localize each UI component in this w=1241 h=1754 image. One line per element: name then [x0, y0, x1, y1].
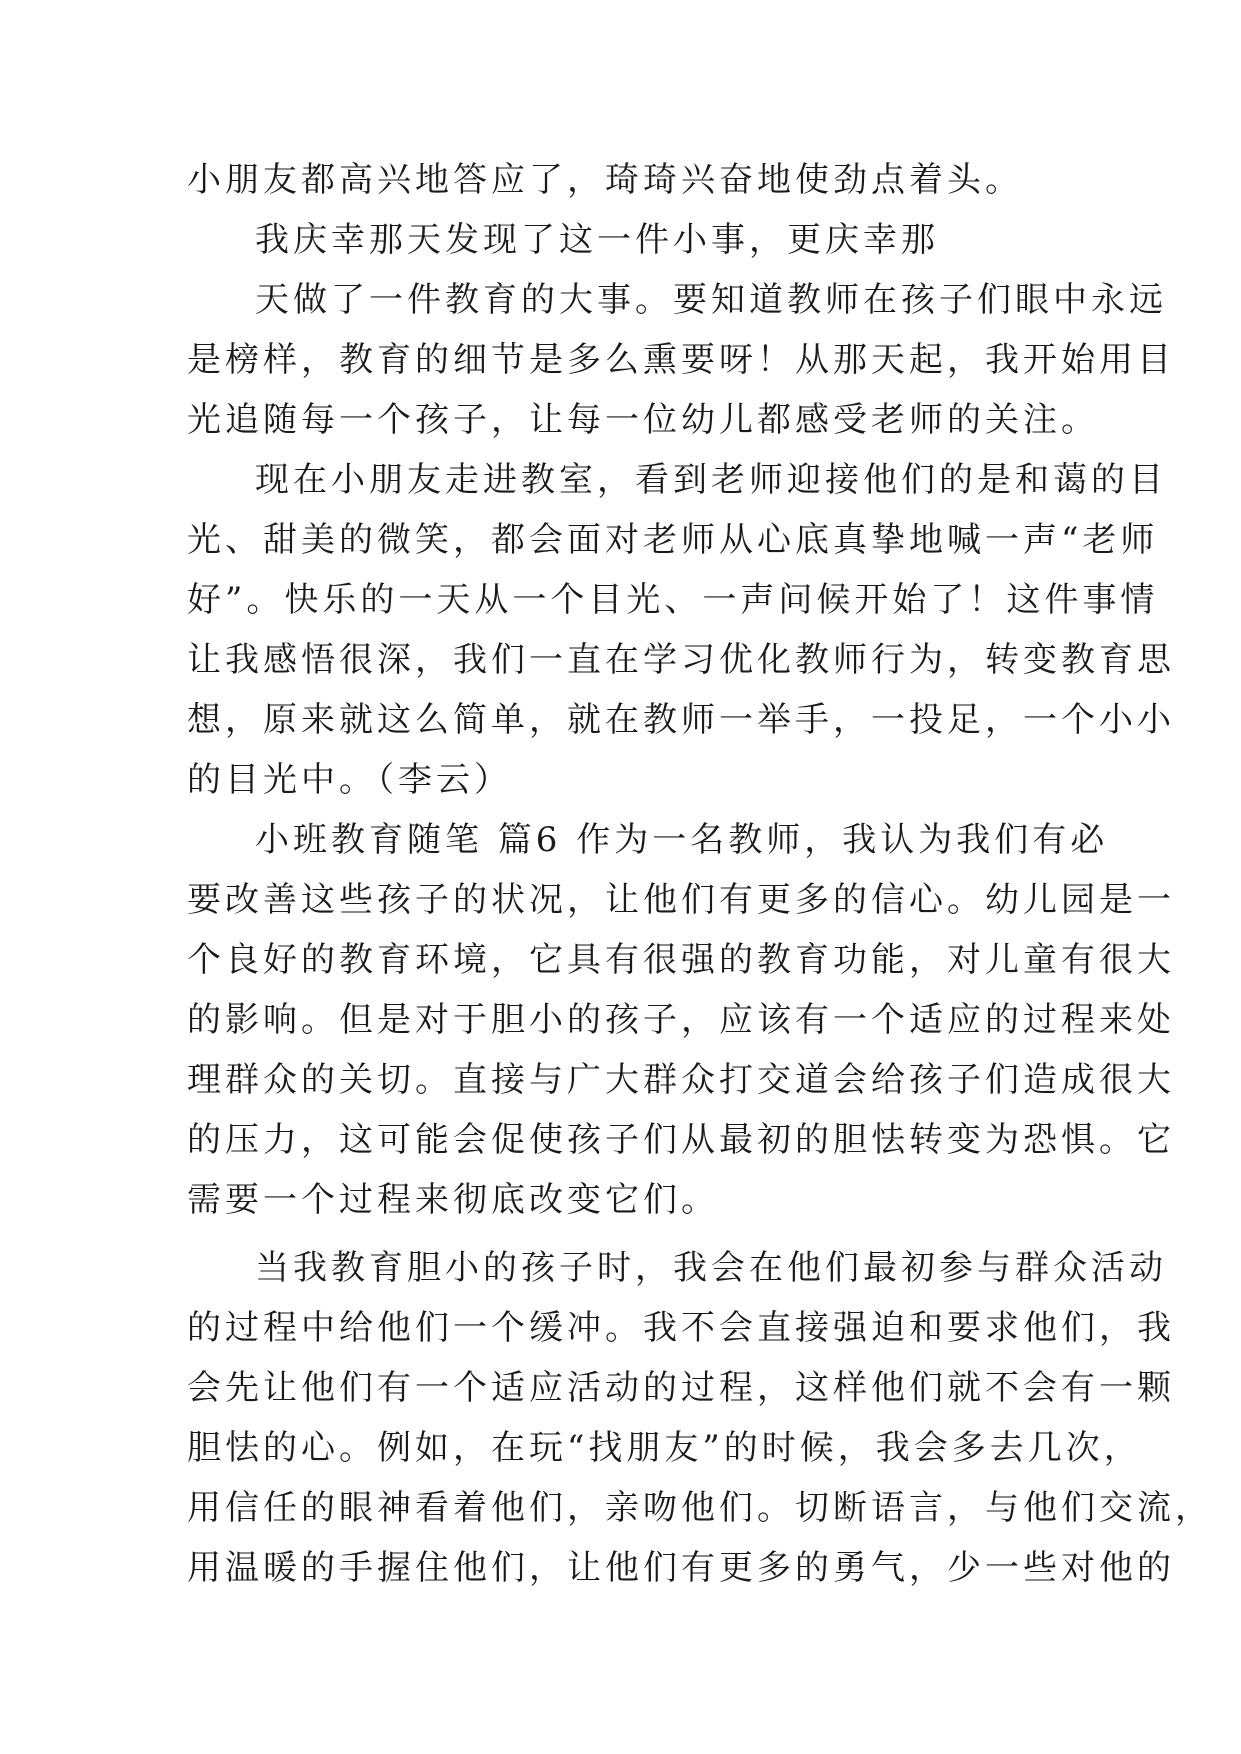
text-line: 光追随每一个孩子，让每一位幼儿都感受老师的关注。 — [187, 400, 1099, 440]
text-line: 我庆幸那天发现了这一件小事，更庆幸那 — [255, 220, 939, 260]
text-line: 当我教育胆小的孩子时，我会在他们最初参与群众活动 — [255, 1248, 1167, 1288]
text-line: 的过程中给他们一个缓冲。我不会直接强迫和要求他们，我 — [187, 1308, 1175, 1348]
text-line: 会先让他们有一个适应活动的过程，这样他们就不会有一颗 — [187, 1368, 1175, 1408]
text-line: 天做了一件教育的大事。要知道教师在孩子们眼中永远 — [255, 280, 1167, 320]
text-line: 的压力，这可能会促使孩子们从最初的胆怯转变为恐惧。它 — [187, 1120, 1175, 1160]
text-line: 好”。快乐的一天从一个目光、一声问候开始了！这件事情 — [187, 580, 1159, 620]
text-line: 的目光中。（李云） — [187, 760, 512, 800]
section-heading-line: 小班教育随笔 篇6 作为一名教师，我认为我们有必 — [255, 820, 1109, 860]
text-line: 用温暖的手握住他们，让他们有更多的勇气，少一些对他的 — [187, 1548, 1175, 1588]
text-line: 现在小朋友走进教室，看到老师迎接他们的是和蔼的目 — [255, 460, 1167, 500]
text-line: 要改善这些孩子的状况，让他们有更多的信心。幼儿园是一 — [187, 880, 1175, 920]
text-line: 让我感悟很深，我们一直在学习优化教师行为，转变教育思 — [187, 640, 1175, 680]
text-line: 小朋友都高兴地答应了，琦琦兴奋地使劲点着头。 — [187, 160, 1023, 200]
text-line: 光、甜美的微笑，都会面对老师从心底真挚地喊一声“老师 — [187, 520, 1159, 560]
body-text — [187, 150, 1213, 1598]
text-line: 需要一个过程来彻底改变它们。 — [187, 1180, 719, 1220]
text-line: 想，原来就这么简单，就在教师一举手，一投足，一个小小 — [187, 700, 1175, 740]
text-line: 个良好的教育环境，它具有很强的教育功能，对儿童有很大 — [187, 940, 1175, 980]
text-line: 是榜样，教育的细节是多么熏要呀！从那天起，我开始用目 — [187, 340, 1175, 380]
text-line: 理群众的关切。直接与广大群众打交道会给孩子们造成很大 — [187, 1060, 1175, 1100]
text-line: 用信任的眼神看着他们，亲吻他们。切断语言，与他们交流， — [187, 1488, 1213, 1528]
text-line: 的影响。但是对于胆小的孩子，应该有一个适应的过程来处 — [187, 1000, 1175, 1040]
text-line: 胆怯的心。例如，在玩“找朋友”的时候，我会多去几次， — [187, 1428, 1142, 1468]
